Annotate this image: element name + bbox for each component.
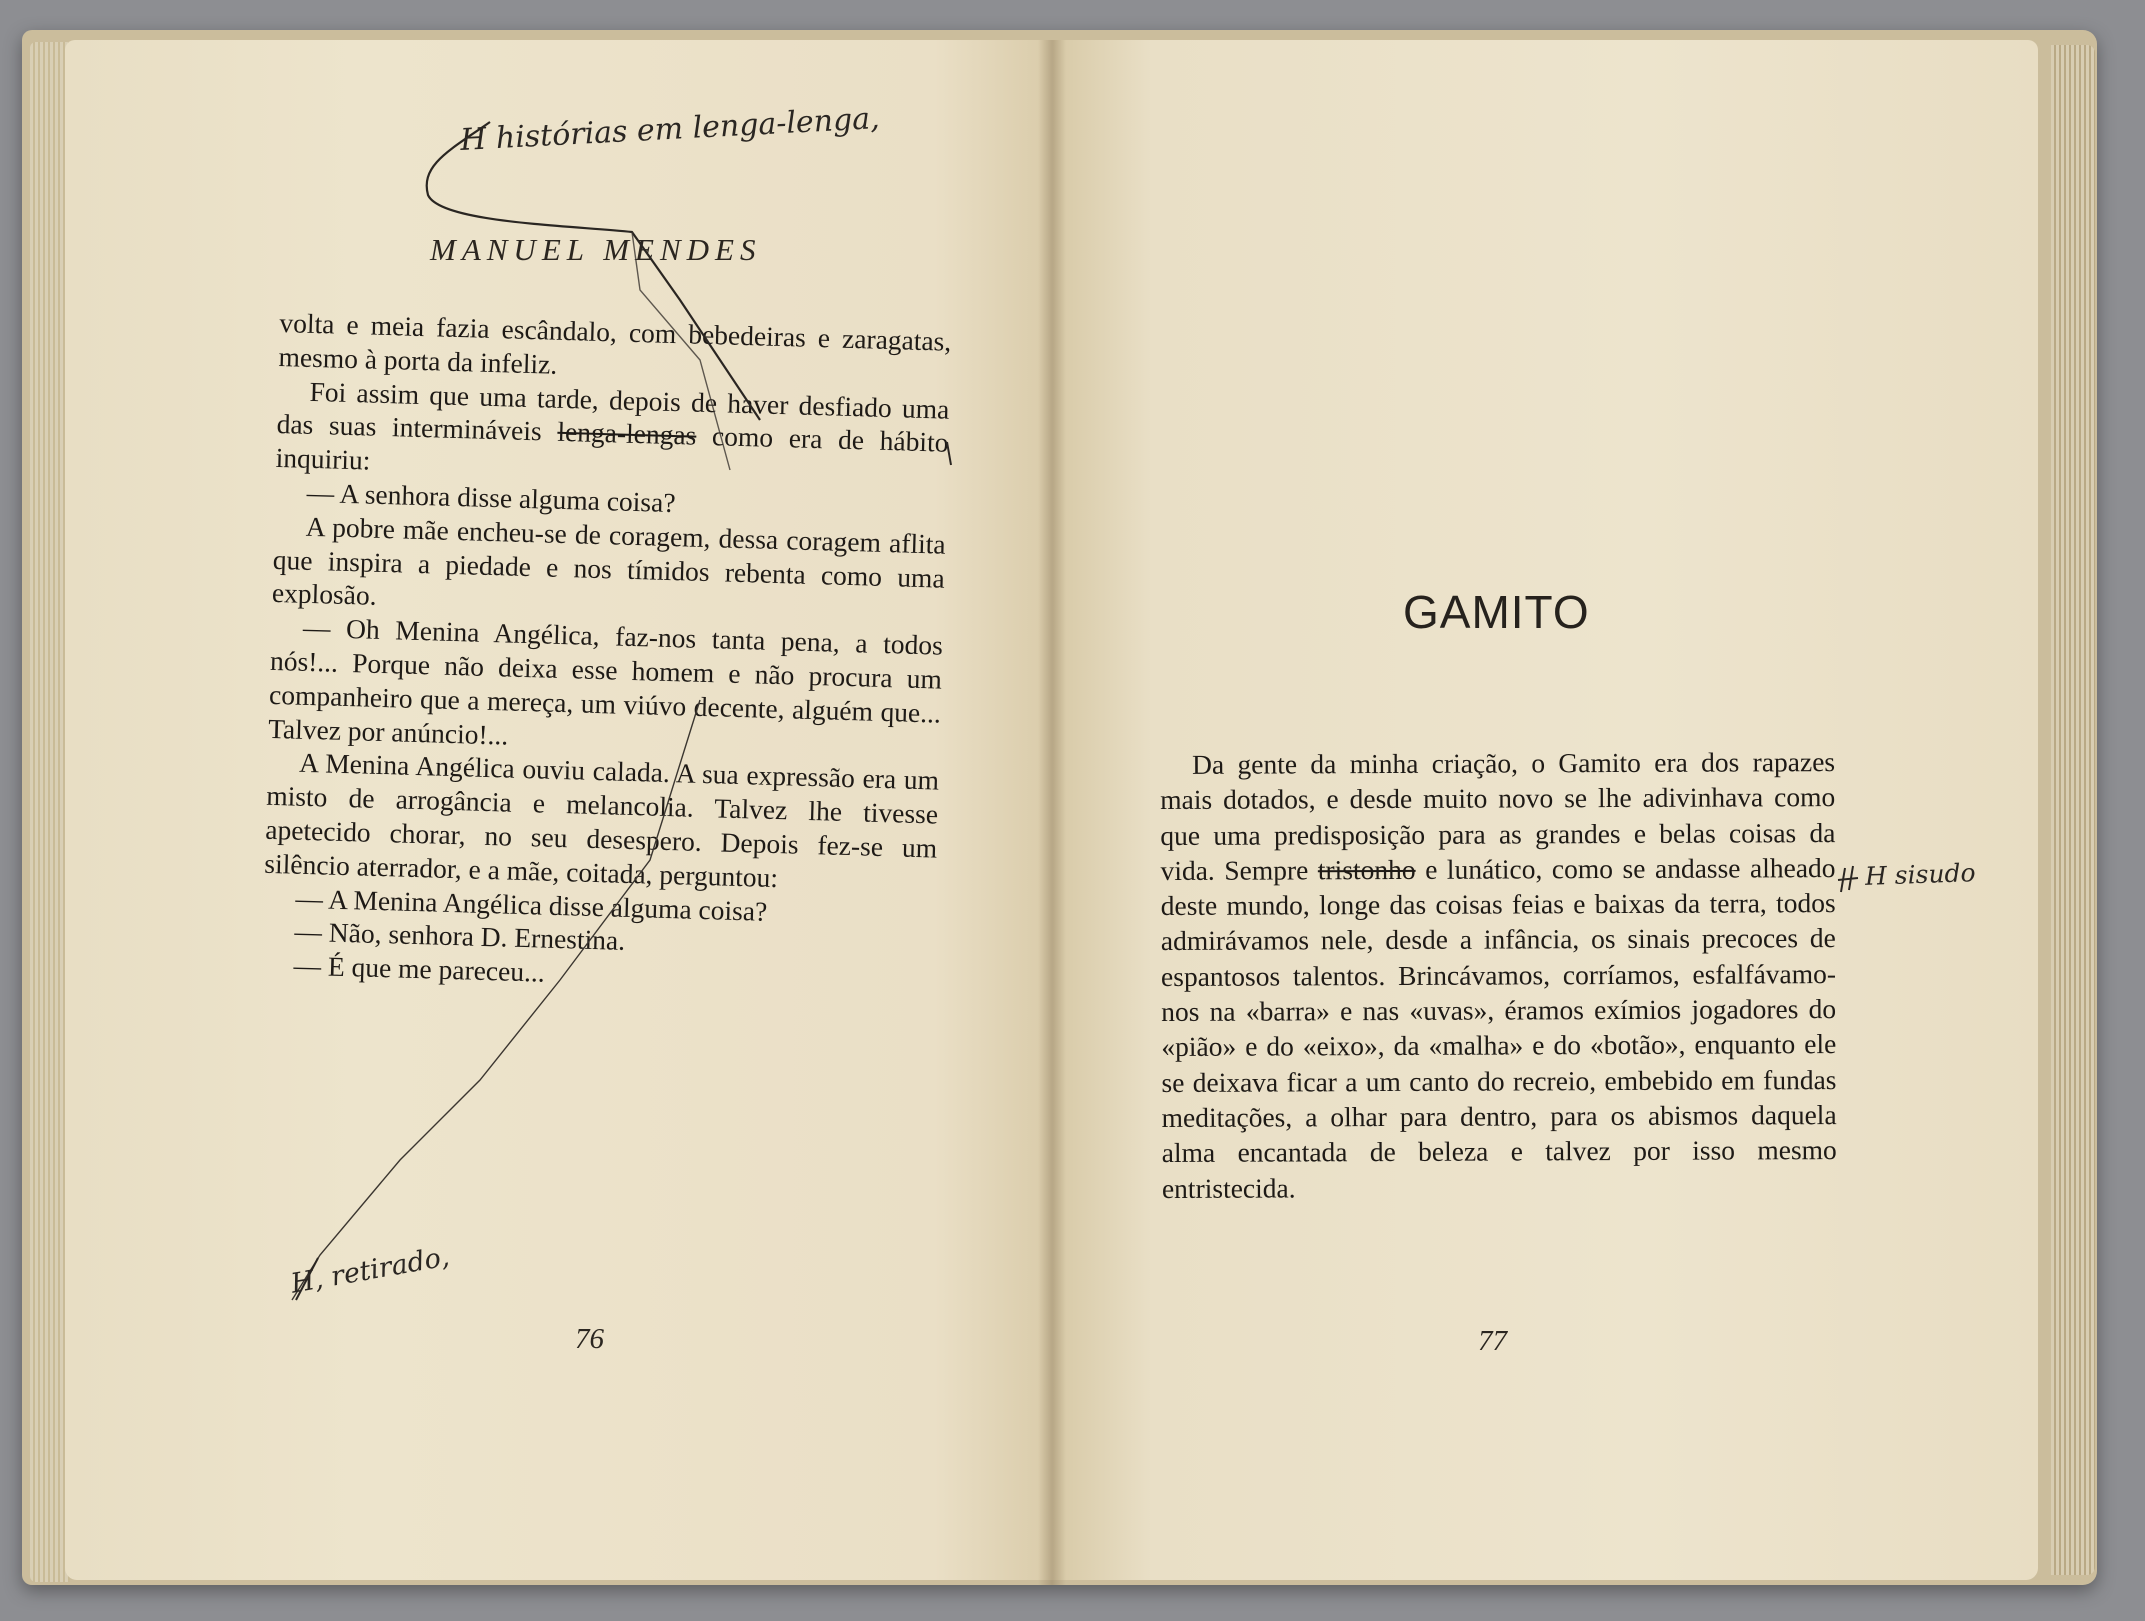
- handwritten-note-top: H histórias em lenga-lenga,: [459, 101, 881, 158]
- paragraph-text: e lunático, como se andasse alheado deste mundo, longe das coisas feias e baixas da terra, todos admirávamos nele, desde a infância, os sinais precoces de espantosos talentos. Brincávamos, corríamos, esfalfávamo-nos na «barra» e nas «uvas», éramos exímios jogadores do «pião» e do «eixo», da «malha» e do «botão», enquanto ele se deixava ficar a um canto do recreio, embebido em fundas meditações, a olhar para dentro, para os abismos daquela alma encantada de beleza e talvez por isso mesmo entristecida.: [1160, 851, 1837, 1204]
- paragraph: — Oh Menina Angélica, faz-nos tanta pena, a todos nós!... Porque não deixa esse homem e não procura um companheiro que a mereça, um viúvo decente, alguém que... Talvez por anúncio!...: [267, 611, 944, 751]
- annotation-diagonal-icon: [292, 700, 700, 1300]
- paragraph-text: Da gente da minha criação, o Gamito era dos rapazes mais dotados, e desde muito novo se lhe adivinhava como que uma predisposição para as grandes e belas coisas da vida. Sempre: [1160, 746, 1836, 886]
- running-head: MANUEL MENDES: [430, 232, 762, 267]
- paragraph: volta e meia fazia escândalo, com bebedeiras e zaragatas, mesmo à porta da infeliz.: [278, 306, 952, 380]
- struck-word: lenga-lengas: [557, 416, 697, 452]
- paragraph: A Menina Angélica ouviu calada. A sua expressão era um misto de arrogância e melancolia. Talvez lhe tivesse apetecido chorar, no seu desespero. Depois fez-se um silêncio aterrador, e a mãe, coitada, perguntou:: [264, 747, 940, 893]
- right-page-text: [1160, 744, 1837, 1206]
- handwritten-note-bottom: H, retirado,: [288, 1241, 452, 1300]
- dialogue-line: — Não, senhora D. Ernestina.: [294, 915, 626, 957]
- page-number-left: 76: [575, 1323, 604, 1355]
- paragraph-text: Foi assim que uma tarde, depois de haver desfiado uma das suas intermináveis: [276, 375, 950, 447]
- chapter-title: GAMITO: [1403, 586, 1590, 638]
- dialogue-line: — A senhora disse alguma coisa?: [306, 476, 676, 519]
- page-number-right: 77: [1478, 1325, 1507, 1357]
- annotation-line-icon: [427, 122, 760, 420]
- paragraph: [1160, 744, 1837, 1206]
- dialogue-line: — A Menina Angélica disse alguma coisa?: [295, 882, 768, 927]
- struck-word: tristonho: [1317, 853, 1416, 886]
- handwritten-margin-note: H sisudo: [1864, 858, 1977, 891]
- dialogue-line: — É que me pareceu...: [293, 949, 546, 988]
- paragraph: A pobre mãe encheu-se de coragem, dessa coragem aflita que inspira a piedade e nos tímidos rebenta como uma explosão.: [271, 510, 947, 612]
- paragraph-text: como era de hábito inquiriu:: [275, 420, 949, 476]
